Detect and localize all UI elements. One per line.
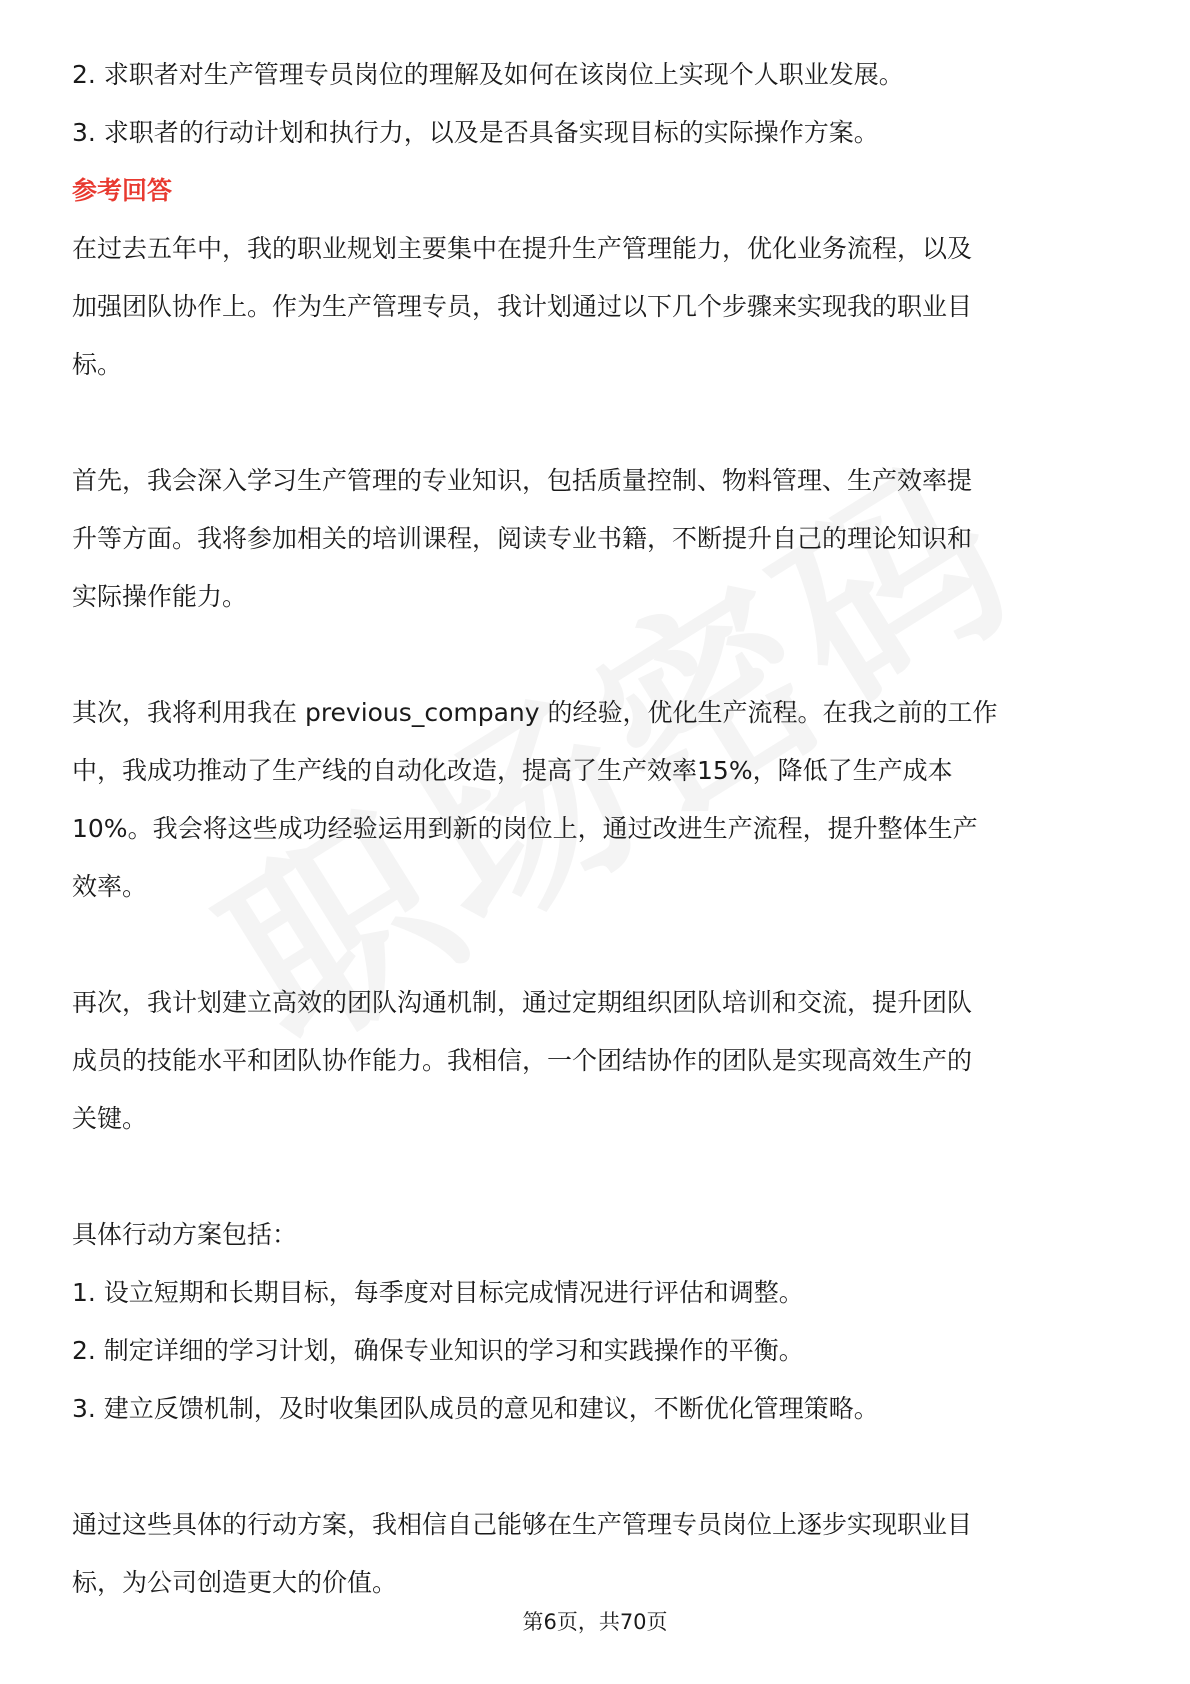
page-content (72, 46, 1122, 1612)
plan-item: 2. 制定详细的学习计划，确保专业知识的学习和实践操作的平衡。 (72, 1336, 804, 1365)
paragraph-4 (72, 974, 1122, 1148)
paragraph-line: 实际操作能力。 (72, 582, 248, 611)
paragraph-line: 通过这些具体的行动方案，我相信自己能够在生产管理专员岗位上逐步实现职业目 (72, 1510, 973, 1539)
paragraph-line: 关键。 (72, 1104, 148, 1133)
plan-intro: 具体行动方案包括： (72, 1220, 298, 1249)
paragraph-line: 标，为公司创造更大的价值。 (72, 1568, 398, 1597)
intro-item: 3. 求职者的行动计划和执行力，以及是否具备实现目标的实际操作方案。 (72, 118, 879, 147)
paragraph-line: 再次，我计划建立高效的团队沟通机制，通过定期组织团队培训和交流，提升团队 (72, 988, 973, 1017)
paragraph-line: 升等方面。我将参加相关的培训课程，阅读专业书籍，不断提升自己的理论知识和 (72, 524, 973, 553)
paragraph-line: 10%。我会将这些成功经验运用到新的岗位上，通过改进生产流程，提升整体生产 (72, 814, 978, 843)
action-plan (72, 1206, 1122, 1438)
paragraph-line: 加强团队协作上。作为生产管理专员，我计划通过以下几个步骤来实现我的职业目 (72, 292, 973, 321)
conclusion (72, 1496, 1122, 1612)
paragraph-2 (72, 452, 1122, 626)
paragraph-line: 成员的技能水平和团队协作能力。我相信，一个团结协作的团队是实现高效生产的 (72, 1046, 973, 1075)
paragraph-line: 其次，我将利用我在 previous_company 的经验，优化生产流程。在我之前的工作 (72, 698, 998, 727)
paragraph-3 (72, 684, 1122, 916)
paragraph-line: 效率。 (72, 872, 148, 901)
plan-item: 3. 建立反馈机制，及时收集团队成员的意见和建议，不断优化管理策略。 (72, 1394, 879, 1423)
paragraph-1 (72, 220, 1122, 394)
paragraph-line: 标。 (72, 350, 123, 379)
answer-heading: 参考回答 (72, 176, 173, 205)
page-number: 第6页，共70页 (522, 1610, 668, 1634)
paragraph-line: 首先，我会深入学习生产管理的专业知识，包括质量控制、物料管理、生产效率提 (72, 466, 973, 495)
intro-item: 2. 求职者对生产管理专员岗位的理解及如何在该岗位上实现个人职业发展。 (72, 60, 904, 89)
paragraph-line: 中，我成功推动了生产线的自动化改造，提高了生产效率15%，降低了生产成本 (72, 756, 953, 785)
plan-item: 1. 设立短期和长期目标，每季度对目标完成情况进行评估和调整。 (72, 1278, 804, 1307)
paragraph-line: 在过去五年中，我的职业规划主要集中在提升生产管理能力，优化业务流程，以及 (72, 234, 973, 263)
